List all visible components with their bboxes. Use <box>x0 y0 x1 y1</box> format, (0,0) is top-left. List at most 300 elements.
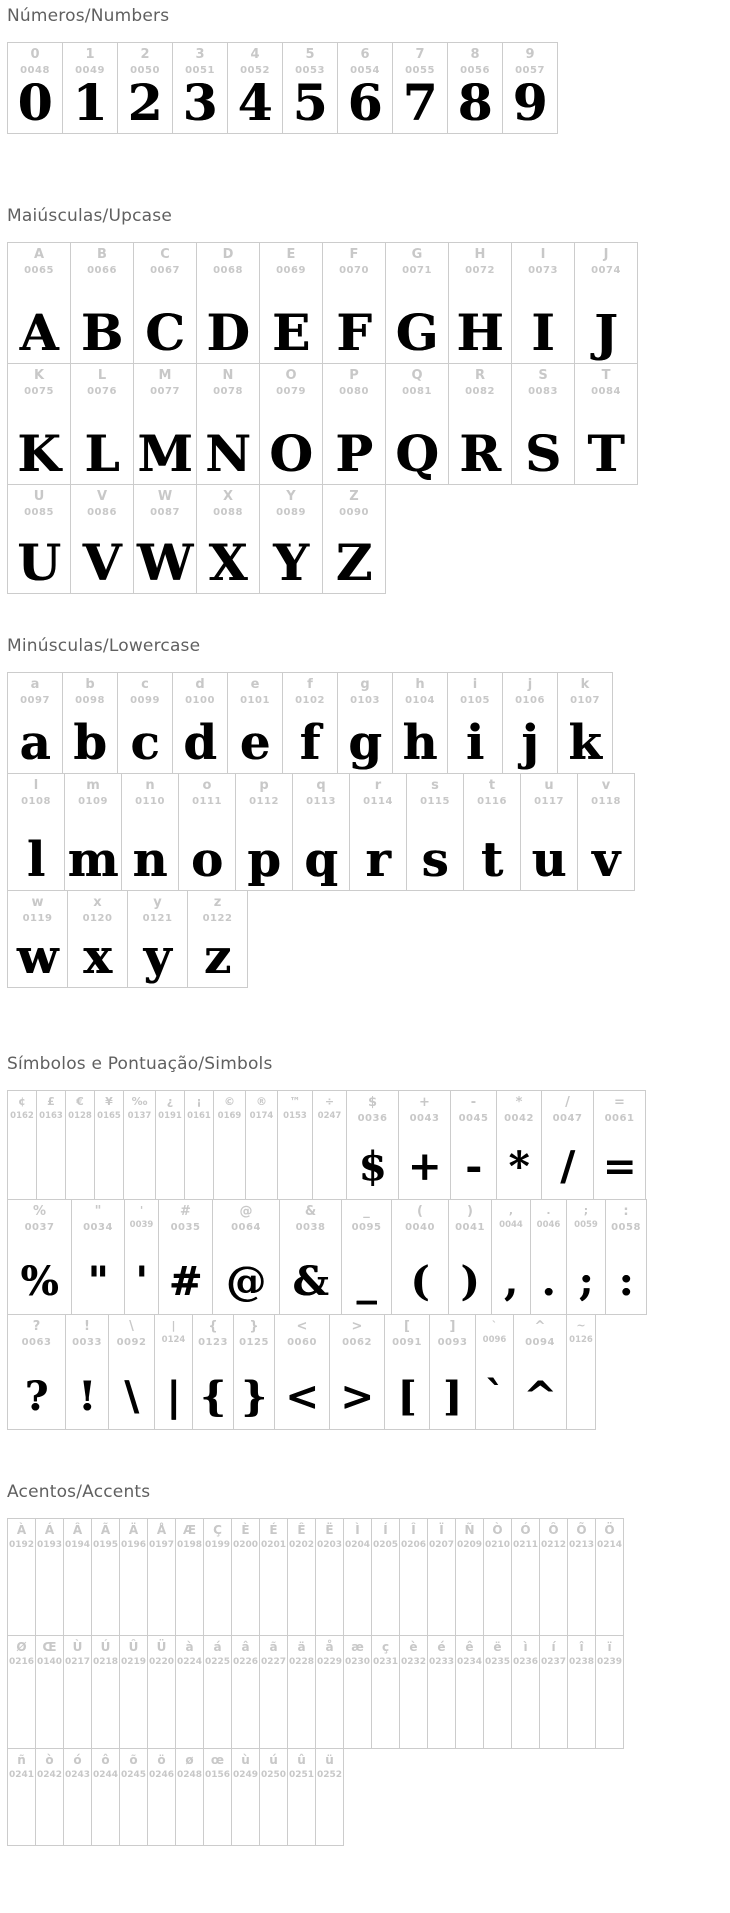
char-label: 3 <box>195 47 205 62</box>
char-label: 7 <box>415 47 425 62</box>
char-cell-0071 <box>385 242 449 364</box>
section-numbers <box>7 6 730 134</box>
char-label: a <box>30 677 40 692</box>
char-label: w <box>31 895 44 910</box>
char-cell-0241 <box>7 1748 36 1846</box>
char-cell-0073 <box>511 242 575 364</box>
char-cell-0055 <box>392 42 448 134</box>
char-glyph: } <box>241 1373 267 1420</box>
char-label: € <box>76 1095 84 1108</box>
char-glyph: " <box>87 1258 109 1305</box>
char-cell-0242 <box>35 1748 64 1846</box>
char-label: Ã <box>100 1523 111 1537</box>
char-cell-0196 <box>119 1518 148 1636</box>
char-code: 0124 <box>161 1334 186 1345</box>
char-glyph: J <box>594 303 618 362</box>
char-label: r <box>374 778 382 793</box>
char-code: 0103 <box>350 694 380 706</box>
char-code: 0059 <box>574 1219 598 1230</box>
char-label: . <box>546 1204 551 1217</box>
char-label: Í <box>383 1523 388 1537</box>
char-label: ) <box>467 1204 473 1219</box>
char-label: œ <box>210 1753 225 1767</box>
char-glyph: _ <box>356 1258 377 1305</box>
char-code: 0049 <box>75 64 105 76</box>
char-glyph: B <box>80 303 124 362</box>
char-label: % <box>32 1204 47 1219</box>
char-label: b <box>85 677 95 692</box>
char-code: 0086 <box>87 506 117 518</box>
char-cell-0056 <box>447 42 503 134</box>
char-label: Ó <box>520 1523 531 1537</box>
char-code: 0220 <box>148 1656 175 1667</box>
char-cell-0206 <box>399 1518 428 1636</box>
char-glyph: ; <box>578 1258 594 1305</box>
char-cell-0218 <box>91 1635 120 1749</box>
char-code: 0088 <box>213 506 243 518</box>
char-label: g <box>360 677 370 692</box>
char-label: Û <box>128 1640 139 1654</box>
char-glyph: ' <box>135 1258 148 1305</box>
char-glyph: f <box>299 714 321 771</box>
char-code: 0069 <box>276 264 306 276</box>
char-label: v <box>601 778 611 793</box>
char-code: 0110 <box>135 795 165 807</box>
char-code: 0063 <box>21 1336 52 1348</box>
char-label: V <box>96 489 108 504</box>
char-code: 0207 <box>428 1539 455 1550</box>
char-glyph: M <box>137 424 193 483</box>
char-cell-0080 <box>322 363 386 485</box>
char-code: 0039 <box>129 1219 154 1230</box>
char-code: 0123 <box>198 1336 228 1348</box>
char-label: ( <box>417 1204 423 1219</box>
char-code: 0077 <box>150 385 180 397</box>
char-code: 0231 <box>372 1656 399 1667</box>
char-code: 0153 <box>283 1110 307 1121</box>
char-code: 0205 <box>372 1539 399 1550</box>
char-glyph: g <box>348 714 382 771</box>
char-label: e <box>250 677 260 692</box>
char-label: í <box>551 1640 556 1654</box>
char-cell-0234 <box>455 1635 484 1749</box>
char-label: { <box>208 1319 218 1334</box>
char-label: æ <box>351 1640 364 1654</box>
char-code: 0247 <box>317 1110 342 1121</box>
char-glyph: 1 <box>72 73 108 132</box>
char-code: 0072 <box>465 264 495 276</box>
char-code: 0092 <box>116 1336 147 1348</box>
char-label: O <box>285 368 297 383</box>
char-label: p <box>259 778 269 793</box>
char-code: 0196 <box>120 1539 147 1550</box>
char-cell-0118 <box>577 773 635 891</box>
char-code: 0075 <box>24 385 54 397</box>
char-row <box>7 42 730 134</box>
char-label: 5 <box>305 47 315 62</box>
char-code: 0046 <box>536 1219 561 1230</box>
char-glyph: R <box>459 424 501 483</box>
char-cell-0067 <box>133 242 197 364</box>
char-glyph: K <box>17 424 61 483</box>
char-code: 0125 <box>239 1336 269 1348</box>
char-code: 0099 <box>130 694 160 706</box>
char-code: 0061 <box>604 1112 635 1124</box>
char-glyph: E <box>271 303 311 362</box>
char-cell-0095 <box>341 1199 392 1315</box>
char-label: I <box>540 247 546 262</box>
char-label: d <box>195 677 205 692</box>
char-glyph: W <box>136 533 194 592</box>
char-label: ' <box>139 1204 144 1217</box>
char-cell-0105 <box>447 672 503 774</box>
char-label: H <box>474 247 486 262</box>
char-code: 0236 <box>512 1656 539 1667</box>
char-cell-0084 <box>574 363 638 485</box>
char-cell-0249 <box>231 1748 260 1846</box>
char-code: 0202 <box>288 1539 315 1550</box>
char-glyph: 2 <box>127 73 163 132</box>
char-cell-0116 <box>463 773 521 891</box>
char-label: Õ <box>576 1523 587 1537</box>
char-label: K <box>33 368 45 383</box>
char-glyph: + <box>407 1143 442 1190</box>
char-cell-0212 <box>539 1518 568 1636</box>
char-label: Y <box>286 489 296 504</box>
char-code: 0040 <box>405 1221 435 1233</box>
accents-grid <box>7 1518 730 1846</box>
char-code: 0054 <box>350 64 380 76</box>
char-label: / <box>565 1095 570 1110</box>
char-code: 0057 <box>515 64 545 76</box>
char-code: 0195 <box>92 1539 119 1550</box>
char-glyph: o <box>190 831 223 888</box>
char-code: 0228 <box>288 1656 315 1667</box>
char-code: 0169 <box>217 1110 242 1121</box>
char-code: 0245 <box>120 1769 147 1780</box>
char-label: + <box>419 1095 430 1110</box>
char-glyph: < <box>285 1373 319 1420</box>
char-glyph: / <box>560 1143 575 1190</box>
char-label: ë <box>493 1640 502 1654</box>
char-glyph: x <box>83 928 112 985</box>
char-cell-0232 <box>399 1635 428 1749</box>
char-code: 0213 <box>568 1539 595 1550</box>
char-label: Æ <box>182 1523 197 1537</box>
char-glyph: . <box>541 1258 556 1305</box>
char-glyph: b <box>73 714 107 771</box>
char-cell-0058 <box>605 1199 647 1315</box>
char-code: 0052 <box>240 64 270 76</box>
char-code: 0242 <box>36 1769 63 1780</box>
char-label: 0 <box>30 47 40 62</box>
char-glyph: j <box>521 714 539 771</box>
char-label: o <box>202 778 212 793</box>
char-code: 0119 <box>22 912 53 924</box>
char-label: è <box>409 1640 418 1654</box>
char-label: Î <box>411 1523 416 1537</box>
char-code: 0239 <box>596 1656 623 1667</box>
char-cell-0035 <box>158 1199 213 1315</box>
char-cell-0123 <box>192 1314 234 1430</box>
char-label: \ <box>129 1319 134 1334</box>
char-code: 0243 <box>64 1769 91 1780</box>
char-code: 0106 <box>515 694 545 706</box>
char-label: D <box>222 247 234 262</box>
char-glyph: @ <box>226 1258 266 1305</box>
char-code: 0041 <box>455 1221 485 1233</box>
char-label: t <box>488 778 496 793</box>
char-cell-0217 <box>63 1635 92 1749</box>
char-label: À <box>16 1523 27 1537</box>
section-title-upcase: Maiúsculas/Upcase <box>7 206 172 226</box>
char-cell-0081 <box>385 363 449 485</box>
char-glyph: k <box>568 714 602 771</box>
char-glyph: # <box>168 1258 203 1305</box>
char-code: 0219 <box>120 1656 147 1667</box>
char-glyph: ) <box>460 1258 480 1305</box>
char-cell-0228 <box>287 1635 316 1749</box>
char-cell-0226 <box>231 1635 260 1749</box>
char-label: B <box>97 247 107 262</box>
char-code: 0200 <box>232 1539 259 1550</box>
char-code: 0238 <box>568 1656 595 1667</box>
char-cell-0053 <box>282 42 338 134</box>
char-label: ] <box>449 1319 456 1334</box>
char-cell-0230 <box>343 1635 372 1749</box>
char-label: F <box>349 247 359 262</box>
char-glyph: 6 <box>347 73 383 132</box>
char-label: M <box>158 368 172 383</box>
char-code: 0122 <box>202 912 233 924</box>
char-code: 0111 <box>192 795 222 807</box>
char-label: - <box>470 1095 477 1110</box>
char-glyph: i <box>465 714 485 771</box>
char-code: 0113 <box>306 795 336 807</box>
char-code: 0217 <box>64 1656 91 1667</box>
char-cell-0057 <box>502 42 558 134</box>
char-label: S <box>538 368 548 383</box>
char-cell-0114 <box>349 773 407 891</box>
char-label: ñ <box>17 1753 26 1767</box>
char-cell-0201 <box>259 1518 288 1636</box>
numbers-grid <box>7 42 730 134</box>
char-label: E <box>286 247 296 262</box>
char-cell-0038 <box>279 1199 342 1315</box>
char-label: P <box>349 368 359 383</box>
char-cell-0099 <box>117 672 173 774</box>
char-code: 0161 <box>187 1110 211 1121</box>
char-cell-0078 <box>196 363 260 485</box>
char-code: 0096 <box>482 1334 507 1345</box>
char-glyph: e <box>239 714 271 771</box>
char-code: 0074 <box>591 264 621 276</box>
section-accents <box>7 1482 730 1846</box>
char-code: 0241 <box>8 1769 35 1780</box>
char-row <box>7 1090 730 1200</box>
char-label: m <box>86 778 100 793</box>
char-cell-0046 <box>530 1199 567 1315</box>
char-label: ã <box>269 1640 278 1654</box>
char-code: 0112 <box>249 795 279 807</box>
char-code: 0047 <box>552 1112 583 1124</box>
char-cell-0049 <box>62 42 118 134</box>
char-cell-0195 <box>91 1518 120 1636</box>
char-code: 0199 <box>204 1539 231 1550</box>
char-cell-0140 <box>35 1635 64 1749</box>
char-cell-0174 <box>245 1090 278 1200</box>
char-cell-0137 <box>123 1090 156 1200</box>
char-label: A <box>33 247 45 262</box>
char-code: 0128 <box>68 1110 92 1121</box>
char-label: ç <box>381 1640 390 1654</box>
lowercase-grid <box>7 672 730 988</box>
char-cell-0069 <box>259 242 323 364</box>
char-label: [ <box>404 1319 410 1334</box>
char-glyph: s <box>421 831 449 888</box>
char-cell-0244 <box>91 1748 120 1846</box>
char-cell-0162 <box>7 1090 37 1200</box>
char-cell-0042 <box>496 1090 542 1200</box>
char-label: L <box>97 368 107 383</box>
section-title-lowercase: Minúsculas/Lowercase <box>7 636 201 656</box>
char-label: X <box>222 489 234 504</box>
char-glyph: D <box>206 303 250 362</box>
char-cell-0216 <box>7 1635 36 1749</box>
char-label: ` <box>491 1319 498 1332</box>
char-row <box>7 1314 730 1430</box>
char-glyph: U <box>17 533 61 592</box>
char-code: 0053 <box>295 64 325 76</box>
char-cell-0088 <box>196 484 260 594</box>
char-cell-0107 <box>557 672 613 774</box>
char-glyph: : <box>618 1258 634 1305</box>
char-code: 0045 <box>458 1112 489 1124</box>
char-glyph: q <box>304 831 338 888</box>
char-code: 0089 <box>276 506 306 518</box>
char-cell-0101 <box>227 672 283 774</box>
char-cell-0037 <box>7 1199 72 1315</box>
char-label: 1 <box>85 47 95 62</box>
char-label: ^ <box>534 1319 546 1334</box>
char-cell-0051 <box>172 42 228 134</box>
char-label: å <box>325 1640 334 1654</box>
char-cell-0115 <box>406 773 464 891</box>
char-code: 0034 <box>83 1221 113 1233</box>
char-code: 0037 <box>24 1221 55 1233</box>
char-cell-0102 <box>282 672 338 774</box>
char-code: 0165 <box>97 1110 121 1121</box>
char-cell-0076 <box>70 363 134 485</box>
char-cell-0093 <box>429 1314 476 1430</box>
char-cell-0066 <box>70 242 134 364</box>
char-code: 0230 <box>344 1656 371 1667</box>
char-cell-0194 <box>63 1518 92 1636</box>
char-label: u <box>544 778 554 793</box>
char-cell-0103 <box>337 672 393 774</box>
char-cell-0125 <box>233 1314 275 1430</box>
char-glyph: u <box>531 831 567 888</box>
char-cell-0075 <box>7 363 71 485</box>
char-cell-0245 <box>119 1748 148 1846</box>
char-code: 0070 <box>339 264 369 276</box>
char-label: j <box>527 677 533 692</box>
char-code: 0117 <box>534 795 564 807</box>
char-cell-0034 <box>71 1199 125 1315</box>
char-code: 0042 <box>504 1112 534 1124</box>
char-label: ; <box>583 1204 589 1217</box>
char-code: 0252 <box>316 1769 343 1780</box>
section-upcase <box>7 206 730 594</box>
char-code: 0095 <box>351 1221 382 1233</box>
char-glyph: z <box>203 928 232 985</box>
char-cell-0079 <box>259 363 323 485</box>
char-glyph: v <box>592 831 620 888</box>
char-label: Ñ <box>464 1523 475 1537</box>
char-label: & <box>304 1204 317 1219</box>
char-cell-0163 <box>36 1090 66 1200</box>
char-label: Ç <box>213 1523 222 1537</box>
char-label: ¡ <box>196 1095 202 1108</box>
char-cell-0065 <box>7 242 71 364</box>
char-code: 0043 <box>409 1112 440 1124</box>
char-label: z <box>213 895 222 910</box>
char-label: õ <box>129 1753 138 1767</box>
char-cell-0111 <box>178 773 236 891</box>
char-label: } <box>249 1319 259 1334</box>
char-label: q <box>316 778 326 793</box>
char-glyph: 4 <box>237 73 273 132</box>
char-glyph: a <box>19 714 51 771</box>
char-code: 0235 <box>484 1656 511 1667</box>
char-cell-0126 <box>566 1314 596 1430</box>
char-cell-0192 <box>7 1518 36 1636</box>
char-label: É <box>269 1523 278 1537</box>
char-cell-0205 <box>371 1518 400 1636</box>
char-code: 0076 <box>87 385 117 397</box>
char-label: ì <box>523 1640 528 1654</box>
char-cell-0161 <box>184 1090 214 1200</box>
char-cell-0036 <box>346 1090 399 1200</box>
char-label: i <box>472 677 478 692</box>
char-code: 0051 <box>185 64 215 76</box>
char-glyph: H <box>456 303 504 362</box>
char-cell-0083 <box>511 363 575 485</box>
char-label: ï <box>607 1640 612 1654</box>
char-label: â <box>241 1640 250 1654</box>
char-code: 0216 <box>8 1656 35 1667</box>
char-glyph: 8 <box>457 73 493 132</box>
char-label: , <box>508 1204 514 1217</box>
char-code: 0248 <box>176 1769 203 1780</box>
char-cell-0082 <box>448 363 512 485</box>
char-glyph: m <box>67 831 119 888</box>
char-glyph: O <box>269 424 313 483</box>
char-cell-0108 <box>7 773 65 891</box>
char-code: 0140 <box>36 1656 63 1667</box>
char-cell-0233 <box>427 1635 456 1749</box>
char-label: é <box>437 1640 446 1654</box>
char-label: 2 <box>140 47 150 62</box>
char-label: C <box>160 247 170 262</box>
char-code: 0126 <box>569 1334 593 1345</box>
char-cell-0169 <box>213 1090 246 1200</box>
char-label: * <box>515 1095 523 1110</box>
char-label: ê <box>465 1640 474 1654</box>
char-glyph: - <box>465 1143 482 1190</box>
char-label: û <box>297 1753 306 1767</box>
char-code: 0056 <box>460 64 490 76</box>
